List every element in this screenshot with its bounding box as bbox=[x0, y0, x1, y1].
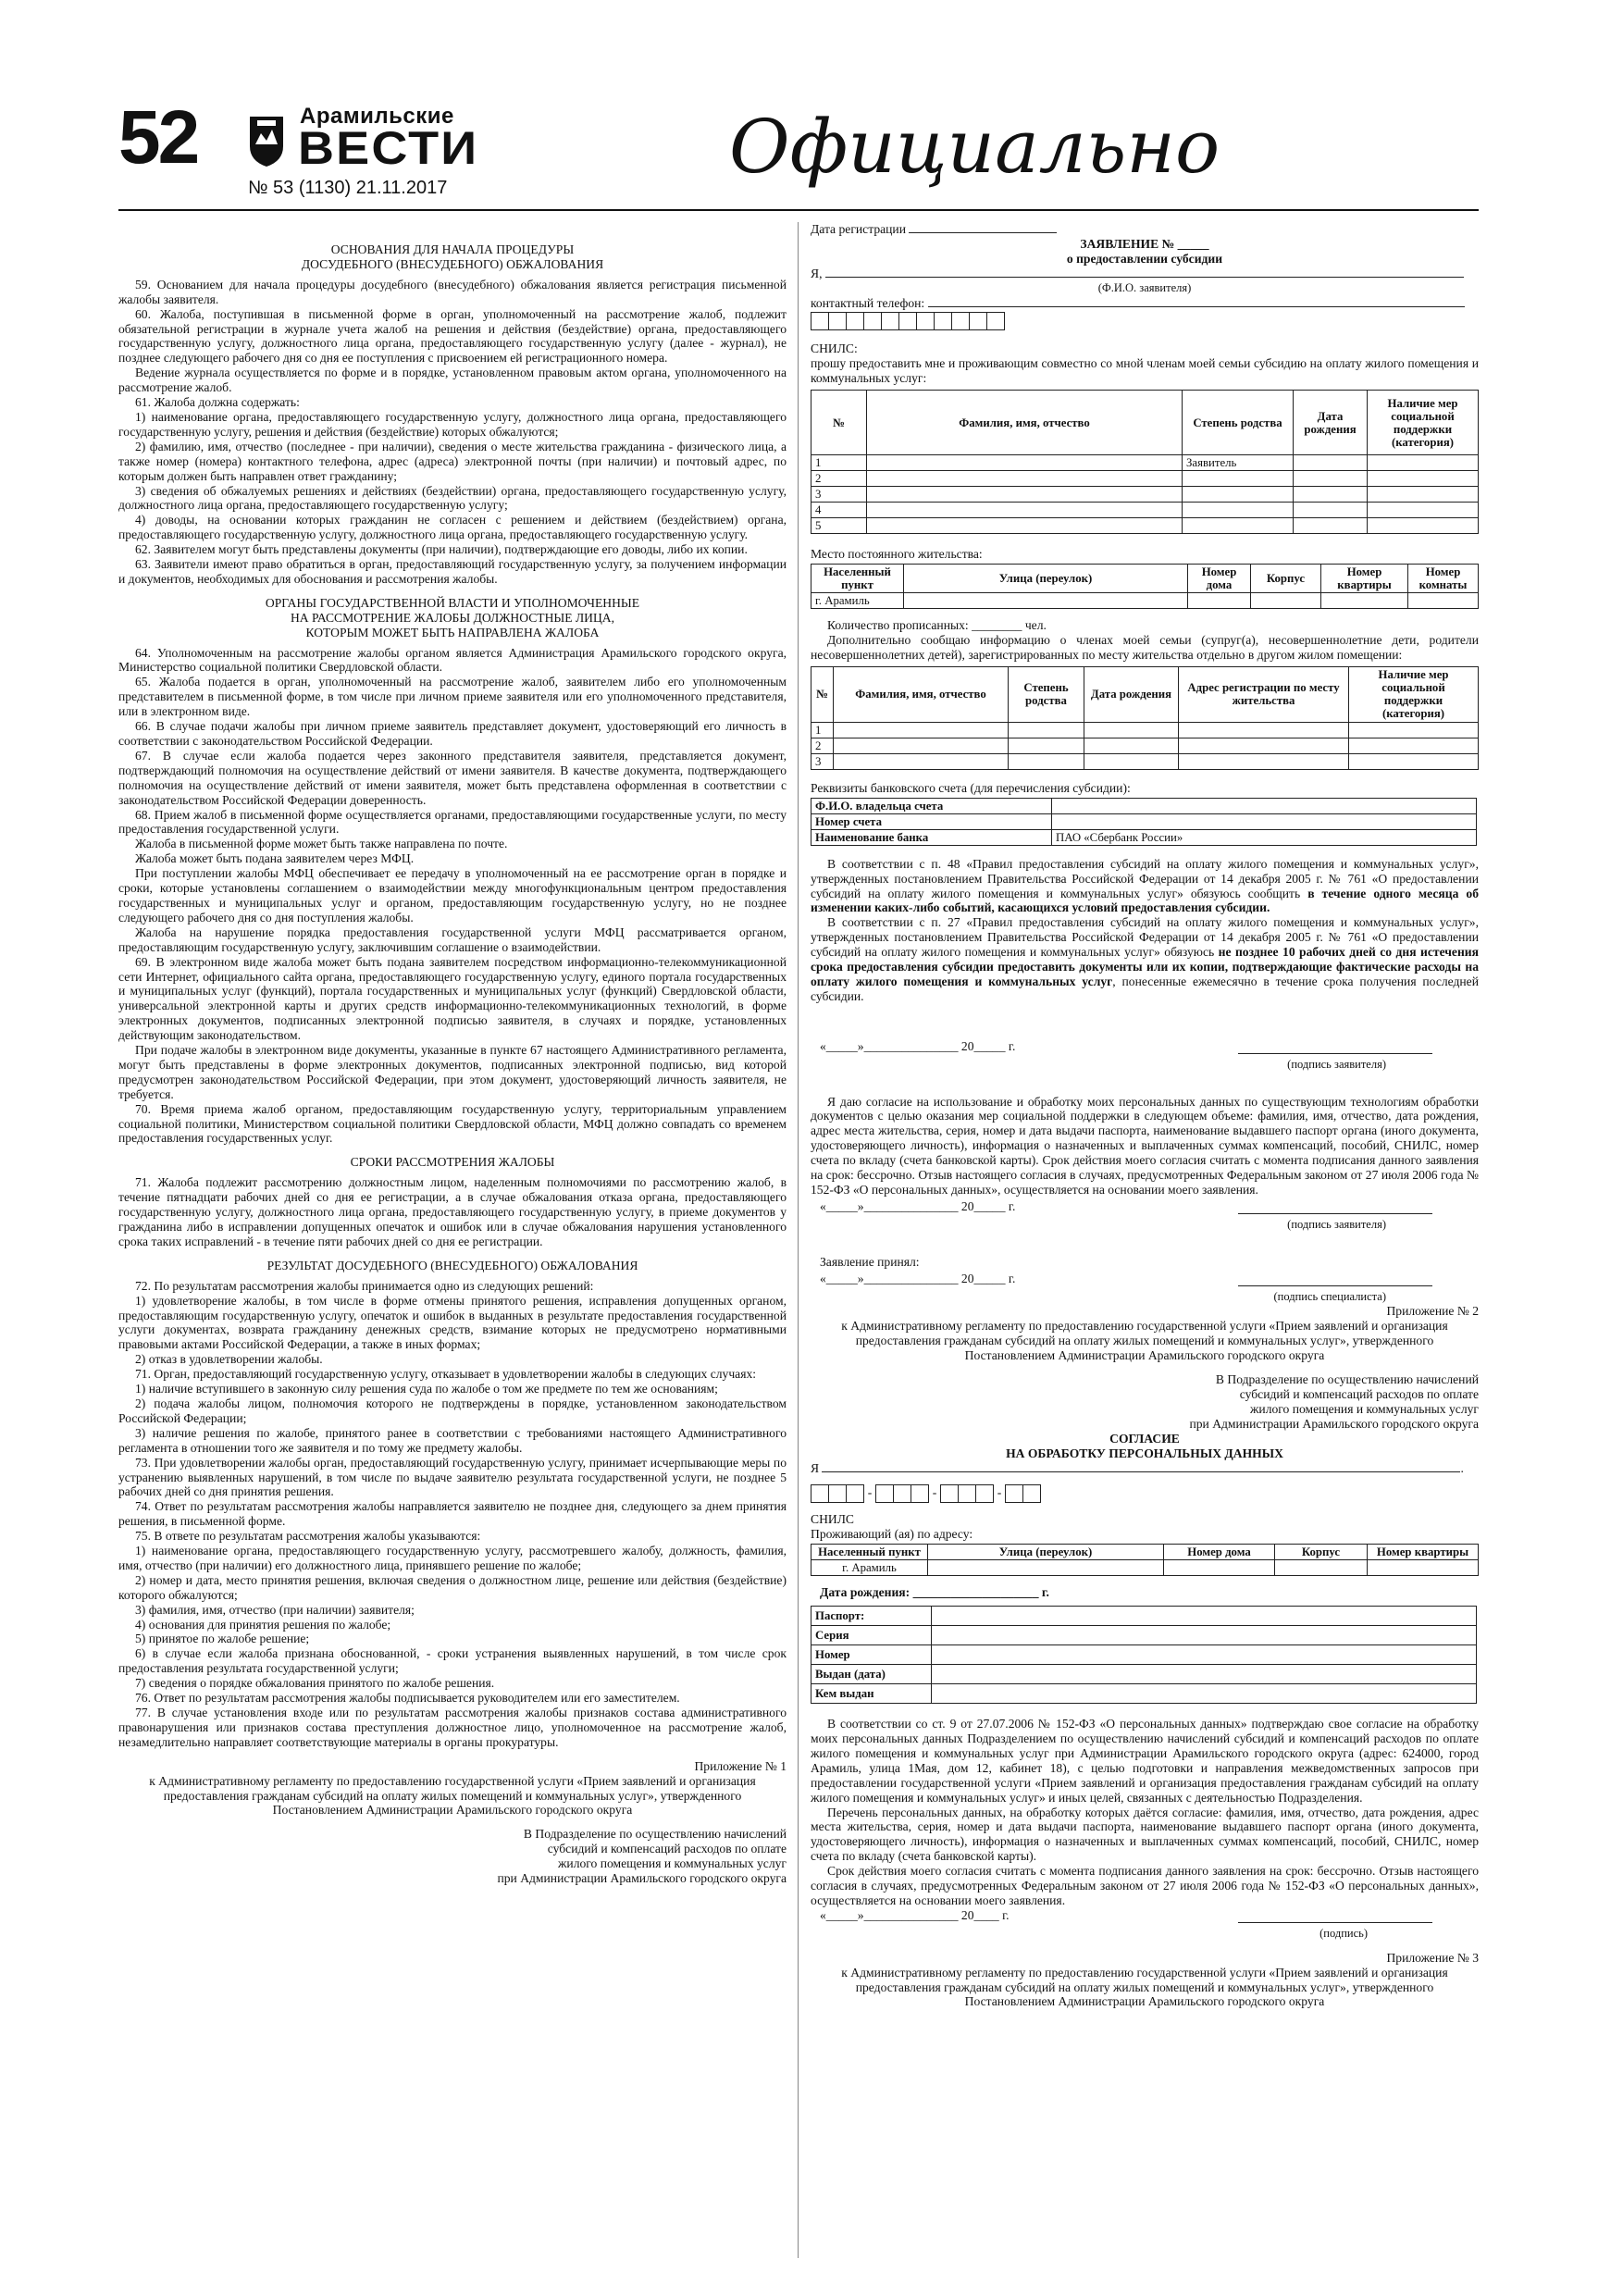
table-row bbox=[812, 503, 1479, 518]
paragraph: 66. В случае подачи жалобы при личном приеме заявитель представляет документ, удостоверяющий его личность в соответствии с законодательством Российской Федерации. bbox=[118, 719, 787, 748]
paragraph: 1) наименование органа, предоставляющего государственную услугу, должностного лица органа, предоставляющего государственную услугу, решения и действия (бездействие) которых обжалуются; bbox=[118, 409, 787, 439]
table-cell[interactable]: 3 bbox=[812, 487, 867, 503]
consent-signature-caption: (подпись заявителя) bbox=[1287, 1217, 1386, 1231]
brand-small: Арамильские bbox=[300, 104, 454, 129]
paragraph: 72. По результатам рассмотрения жалобы принимается одно из следующих решений: bbox=[135, 1278, 594, 1293]
table-cell[interactable] bbox=[1349, 753, 1479, 769]
heading-result: РЕЗУЛЬТАТ ДОСУДЕБНОГО (ВНЕСУДЕБНОГО) ОБЖАЛОВАНИЯ bbox=[266, 1258, 638, 1272]
table-cell[interactable] bbox=[1349, 738, 1479, 753]
table-cell[interactable] bbox=[867, 518, 1183, 534]
table-cell[interactable] bbox=[1183, 487, 1294, 503]
paragraph: 2) фамилию, имя, отчество (последнее - при наличии), сведения о месте жительства гражданина - физического лица, а также номер (номера) контактного телефона, адрес (адреса) электронной почты (при наличии) и почтовый адрес, по которым должен быть направлен ответ гражданину; bbox=[118, 439, 787, 483]
consent-i-line: Я . bbox=[811, 1460, 1464, 1475]
table-row bbox=[812, 487, 1479, 503]
snils-cell[interactable] bbox=[940, 1484, 959, 1503]
extra-info-text: Дополнительно сообщаю информацию о членах моей семьи (супруг(а), несовершеннолетние дети, родители несовершеннолетних детей), зарегистрированных по месту жительства отдельно в другом жилом помещении: bbox=[811, 632, 1479, 662]
table-cell[interactable] bbox=[1084, 722, 1179, 738]
snils-2-label: СНИЛС bbox=[811, 1512, 854, 1527]
specialist-sign-block: «_____»_______________ 20_____ г. bbox=[811, 1272, 1479, 1286]
snils-label: СНИЛС: bbox=[811, 341, 858, 356]
brand-big: ВЕСТИ bbox=[298, 122, 479, 174]
table-cell[interactable] bbox=[1009, 753, 1084, 769]
masthead bbox=[118, 95, 1479, 209]
snils-cell[interactable] bbox=[1005, 1484, 1023, 1503]
table-row bbox=[812, 722, 1479, 738]
table-cell[interactable] bbox=[1179, 738, 1349, 753]
consent-2-sign-block: «_____»_______________ 20____ г. bbox=[811, 1908, 1479, 1923]
table-row bbox=[812, 471, 1479, 487]
table-cell[interactable] bbox=[1368, 503, 1479, 518]
paragraph: При подаче жалобы в электронном виде документы, указанные в пункте 67 настоящего Административного регламента, могут быть представлены в форме электронных документов, подписанных электронной подписью, вид которой предусмотрен законодательством Российской Федерации, при этом документ, удостоверяющий личность заявителя, не требуется. bbox=[118, 1043, 787, 1101]
appendix-3-text: к Административному регламенту по предоставлению государственной услуги «Прием заявлений и организация предоставления гражданам субсидий на оплату жилых помещений и коммунальных услуг», утвержденного Постановлением Администрации Арамильского городского округа bbox=[841, 1965, 1448, 2009]
snils-cell[interactable] bbox=[893, 1484, 911, 1503]
table-cell[interactable] bbox=[1349, 722, 1479, 738]
paragraph: 1) удовлетворение жалобы, в том числе в форме отмены принятого решения, исправления допущенных органом, предоставляющим государственную услугу, опечаток и ошибок в выданных в результате предоставления государственной услуги документах, возврата гражданину денежных средств, взимание которых не предусмотрено нормативными правовыми актами Российской Федерации, а также в иных формах; bbox=[118, 1293, 787, 1352]
paragraph: 61. Жалоба должна содержать: bbox=[135, 395, 300, 410]
paragraph: 5) принятое по жалобе решение; bbox=[135, 1632, 310, 1646]
paragraph: 74. Ответ по результатам рассмотрения жалобы направляется заявителю не позднее дня, следующего за днем принятия решения, в письменной форме. bbox=[118, 1499, 787, 1529]
residence-table: Населенный пункт Улица (переулок) Номер дома Корпус Номер квартиры Номер комнаты г. Арамиль bbox=[811, 564, 1479, 609]
table-cell[interactable] bbox=[1368, 455, 1479, 471]
paragraph: 65. Жалоба подается в орган, уполномоченный на рассмотрение жалоб, заявителем либо его уполномоченным представителем в письменной форме, в том числе при личном приеме заявителя или его уполномоченного представителя, или в электронном виде. bbox=[118, 675, 787, 719]
table-cell[interactable] bbox=[1009, 738, 1084, 753]
address-label: Проживающий (ая) по адресу: bbox=[811, 1527, 973, 1542]
paragraph: 7) сведения о порядке обжалования принятого по жалобе решения. bbox=[135, 1676, 495, 1691]
paragraph: 71. Орган, предоставляющий государственную услугу, отказывает в удовлетворении жалобы в следующих случаях: bbox=[135, 1367, 757, 1382]
family-table: № Фамилия, имя, отчество Степень родства Дата рождения Наличие мер социальной поддержки (категория) 1 Заявитель 2 3 4 5 bbox=[811, 390, 1479, 534]
fio-caption: (Ф.И.О. заявителя) bbox=[1097, 280, 1192, 294]
section-result bbox=[118, 1279, 787, 1750]
page-number: 52 bbox=[118, 95, 198, 180]
heading-authorities: ОРГАНЫ ГОСУДАРСТВЕННОЙ ВЛАСТИ И УПОЛНОМОЧЕННЫЕ НА РАССМОТРЕНИЕ ЖАЛОБЫ ДОЛЖНОСТНЫЕ ЛИЦА, КОТОРЫМ МОЖЕТ БЫТЬ НАПРАВЛЕНА ЖАЛОБА bbox=[265, 595, 640, 639]
paragraph: 4) основания для принятия решения по жалобе; bbox=[135, 1617, 391, 1632]
table-cell[interactable]: 3 bbox=[812, 753, 834, 769]
residence-label: Место постоянного жительства: bbox=[811, 547, 983, 562]
paragraph: 67. В случае если жалоба подается через законного представителя заявителя, представляется документ, подтверждающий полномочия на осуществление действий от имени заявителя. В качестве документа, подтверждающего полномочия на осуществление действий от имени заявителя, может быть представлена оформленная в соответствии с законодательством Российской Федерации доверенность. bbox=[118, 748, 787, 807]
table-cell[interactable] bbox=[834, 722, 1009, 738]
rule-48: В соответствии с п. 48 «Правил предоставления субсидий на оплату жилого помещения и коммунальных услуг», утвержденных постановлением Правительства Российской Федерации от 14 декабря 2005 г. № 761 «О предоставлении субсидий на оплату жилого помещения и коммунальных услуг» обязуюсь сообщить в течение одного месяца об изменении каких-либо событий, касающихся условий предоставления субсидии. bbox=[811, 856, 1479, 915]
paragraph: 59. Основанием для начала процедуры досудебного (внесудебного) обжалования является регистрация письменной жалобы заявителя. bbox=[118, 277, 787, 306]
applicant-sign-block: «_____»_______________ 20_____ г. bbox=[811, 1039, 1479, 1054]
paragraph: 4) доводы, на основании которых гражданин не согласен с решением и действием (бездействием) органа, предоставляющего государственную услугу, должностного лица органа, предоставляющего государственную услугу. bbox=[118, 513, 787, 542]
snils-cell[interactable] bbox=[1022, 1484, 1041, 1503]
table-cell[interactable] bbox=[1183, 518, 1294, 534]
table-row bbox=[812, 753, 1479, 769]
appendix-1-title: Приложение № 1 bbox=[694, 1758, 787, 1773]
table-cell[interactable]: 4 bbox=[812, 503, 867, 518]
paragraph: 3) фамилия, имя, отчество (при наличии) заявителя; bbox=[135, 1602, 415, 1617]
paragraph: 71. Жалоба подлежит рассмотрению должностным лицом, наделенным полномочиями по рассмотрению жалоб, в течение пятнадцати рабочих дней со дня ее регистрации, а в случае обжалования отказа органа, предоставляющего государственную услугу, должностного лица органа, предоставляющего государственную услугу, в приеме документов у гражданина либо в исправлении допущенных опечаток и ошибок или в случае обжалования нарушения установленного срока таких исправлений - в течение пяти рабочих дней со дня ее регистрации. bbox=[118, 1175, 787, 1248]
paragraph: 6) в случае если жалоба признана обоснованной, - сроки устранения выявленных нарушений, в том числе срок предоставления результата государственной услуги; bbox=[118, 1646, 787, 1676]
paragraph: Ведение журнала осуществляется по форме и в порядке, установленном правовым актом органа, уполномоченного на рассмотрение жалоб. bbox=[118, 366, 787, 395]
section-title: Официально bbox=[729, 104, 1220, 190]
snils-cell[interactable]: - bbox=[932, 1485, 937, 1500]
section-terms bbox=[118, 1175, 787, 1249]
appendix-2-text: к Административному регламенту по предоставлению государственной услуги «Прием заявлений и организация предоставления гражданам субсидий на оплату жилых помещений и коммунальных услуг», утвержденного Постановлением Администрации Арамильского городского округа bbox=[841, 1319, 1448, 1363]
table-cell[interactable] bbox=[867, 471, 1183, 487]
appendix-3-title: Приложение № 3 bbox=[1386, 1950, 1479, 1965]
table-cell[interactable]: Заявитель bbox=[1183, 455, 1294, 471]
table-cell[interactable] bbox=[1009, 722, 1084, 738]
paragraph: 2) номер и дата, место принятия решения, включая сведения о должностном лице, решение или действия (бездействие) которого обжалуются; bbox=[118, 1572, 787, 1602]
table-cell[interactable]: 1 bbox=[812, 722, 834, 738]
crest-icon bbox=[248, 113, 285, 168]
paragraph: 68. Прием жалоб в письменной форме осуществляется органами, предоставляющими государственные услуги, по месту предоставления государственной услуги. bbox=[118, 807, 787, 837]
paragraph: 2) отказ в удовлетворении жалобы. bbox=[135, 1352, 323, 1367]
paragraph: При поступлении жалобы МФЦ обеспечивает ее передачу в уполномоченный на ее рассмотрение орган в порядке и сроки, которые установлены соглашением о взаимодействии между многофункциональным центром предоставления государственных и муниципальных услуг и органом, предоставляющим государственную услугу, но не позднее следующего рабочего дня со дня поступления жалобы. bbox=[118, 866, 787, 925]
table-cell[interactable] bbox=[1294, 487, 1368, 503]
table-cell[interactable] bbox=[1294, 503, 1368, 518]
table-row bbox=[812, 518, 1479, 534]
snils-cell[interactable] bbox=[975, 1484, 994, 1503]
table-cell[interactable] bbox=[1084, 738, 1179, 753]
accepted-label: Заявление принял: bbox=[820, 1254, 920, 1269]
paragraph: 2) подача жалобы лицом, полномочия которого не подтверждены в порядке, установленном законодательством Российской Федерации; bbox=[118, 1396, 787, 1425]
paragraph: 3) сведения об обжалуемых решениях и действиях (бездействии) органа, предоставляющего государственную услугу, должностного лица органа, предоставляющего государственную услугу; bbox=[118, 483, 787, 513]
passport-table: Паспорт: Серия Номер Выдан (дата) Кем выдан bbox=[811, 1606, 1477, 1704]
table-cell[interactable] bbox=[834, 753, 1009, 769]
rule-27: В соответствии с п. 27 «Правил предоставления субсидий на оплату жилого помещения и коммунальных услуг», утвержденных постановлением Правительства Российской Федерации от 14 декабря 2005 г. № 761 «О предоставлении субсидий на оплату жилого помещения и коммунальных услуг» обязуюсь не позднее 10 рабочих дней со дня истечения срока предоставления субсидии предоставить документы или их копии, подтверждающие фактические расходы на оплату жилого помещения и коммунальных услуг, понесенные ежемесячно в течение срока получения последней субсидии. bbox=[811, 915, 1479, 1003]
consent-sign-block: «_____»_______________ 20_____ г. bbox=[811, 1199, 1479, 1214]
column-divider bbox=[798, 222, 799, 2258]
snils-cell[interactable] bbox=[958, 1484, 976, 1503]
paragraph: 62. Заявителем могут быть представлены документы (при наличии), подтверждающие его доводы, либо их копии. bbox=[135, 542, 748, 557]
table-cell[interactable] bbox=[1368, 471, 1479, 487]
other-family-table: № Фамилия, имя, отчество Степень родства Дата рождения Адрес регистрации по месту жительства Наличие мер социальной поддержки (категория) 1 2 3 bbox=[811, 666, 1479, 770]
phone-cells[interactable] bbox=[811, 312, 1479, 330]
paragraph: 1) наименование органа, предоставляющего государственную услугу, рассмотревшего жалобу, должность, фамилия, имя, отчество (при наличии) его должностного лица, принявшего решение по жалобе; bbox=[118, 1544, 787, 1572]
paragraph: 70. Время приема жалоб органом, предоставляющим государственную услугу, территориальным управлением социальной политики, Министерством социальной политики Свердловской области, МФЦ должно совпадать со временем предоставления государственных услуг. bbox=[118, 1101, 787, 1146]
table-cell[interactable]: 5 bbox=[812, 518, 867, 534]
table-cell[interactable] bbox=[1183, 503, 1294, 518]
paragraph: Жалоба в письменной форме может быть также направлена по почте. bbox=[135, 837, 508, 851]
registered-count: Количество прописанных: ________ чел. bbox=[827, 618, 1047, 633]
right-column bbox=[811, 222, 1479, 2009]
appendix-1-addressee: В Подразделение по осуществлению начислений субсидий и компенсаций расходов по оплате жилого помещения и коммунальных услуг при Администрации Арамильского городского округа bbox=[497, 1827, 787, 1886]
birth-date-line: Дата рождения: ____________________ г. bbox=[820, 1585, 1049, 1600]
table-cell[interactable] bbox=[834, 738, 1009, 753]
address-table: Населенный пункт Улица (переулок) Номер дома Корпус Номер квартиры г. Арамиль bbox=[811, 1544, 1479, 1576]
heading-terms: СРОКИ РАССМОТРЕНИЯ ЖАЛОБЫ bbox=[350, 1155, 555, 1170]
table-row bbox=[812, 738, 1479, 753]
paragraph: 1) наличие вступившего в законную силу решения суда по жалобе о том же предмете по тем же основаниям; bbox=[135, 1382, 718, 1396]
paragraph: 69. В электронном виде жалоба может быть подана заявителем посредством информационно-телекоммуникационной сети Интернет, официального сайта органа, предоставляющего государственную услугу, единого портала государственных и муниципальных услуг (функций), портала государственных и муниципальных услуг (функций) Свердловской области, универсальной электронной карты и других средств информационно-телекоммуникационных технологий, в форме электронных документов, подписанных электронной подписью заявителя, в случаях и порядке, установленных действующим законодательством. bbox=[118, 954, 787, 1043]
table-cell[interactable] bbox=[1294, 518, 1368, 534]
table-cell[interactable] bbox=[867, 455, 1183, 471]
table-cell[interactable] bbox=[1368, 487, 1479, 503]
paragraph: 63. Заявители имеют право обратиться в орган, предоставляющий государственную услугу, за получением информации и документов, необходимых для обоснования и рассмотрения жалобы. bbox=[118, 557, 787, 586]
consent-2-paragraph-3: Срок действия моего согласия считать с момента подписания данного заявления на срок: бессрочно. Отзыв настоящего согласия в случаях, предусмотренных Федеральным законом от 27 июля 2006 года № 152-ФЗ «О персональных данных», осуществляется на основании моего заявления. bbox=[811, 1864, 1479, 1907]
table-cell[interactable] bbox=[1368, 518, 1479, 534]
table-cell[interactable] bbox=[867, 503, 1183, 518]
left-column bbox=[118, 222, 787, 1886]
paragraph: Жалоба на нарушение порядка предоставления государственной услуги МФЦ рассматривается органом, предоставляющим государственную услугу, заключившим соглашение о взаимодействии. bbox=[118, 925, 787, 954]
table-cell[interactable]: 1 bbox=[812, 455, 867, 471]
header-rule bbox=[118, 209, 1479, 211]
paragraph: 77. В случае установления входе или по результатам рассмотрения жалобы признаков состава административного правонарушения или признаков состава преступления должностное лицо, уполномоченное на рассмотрение жалоб, незамедлительно направляет соответствующие материалы в органы прокуратуры. bbox=[118, 1706, 787, 1749]
registration-date: Дата регистрации bbox=[811, 222, 1479, 237]
consent-title: СОГЛАСИЕ bbox=[1109, 1431, 1180, 1446]
consent-2-signature-caption: (подпись) bbox=[1319, 1926, 1368, 1940]
table-row bbox=[812, 455, 1479, 471]
appendix-1-text: к Административному регламенту по предоставлению государственной услуги «Прием заявлений и организация предоставления гражданам субсидий на оплату жилых помещений и коммунальных услуг», утвержденного Постановлением Администрации Арамильского городского округа bbox=[149, 1773, 756, 1818]
bank-label: Реквизиты банковского счета (для перечисления субсидии): bbox=[811, 780, 1131, 795]
snils-cells[interactable] bbox=[811, 1484, 1479, 1503]
consent-subtitle: НА ОБРАБОТКУ ПЕРСОНАЛЬНЫХ ДАННЫХ bbox=[1006, 1446, 1283, 1460]
snils-cell[interactable]: - bbox=[867, 1485, 873, 1500]
consent-2-paragraph-2: Перечень персональных данных, на обработку которых даётся согласие: фамилия, имя, отчество, дата рождения, адрес места жительства, серия, номер и дата выдачи паспорта, наименование выдавшего паспорт органа (иного документа, удостоверяющего личность), информация о назначенных и выплаченных суммах компенсаций, пособий, СНИЛС, номер счета по вкладу (счета банковской карты). bbox=[811, 1805, 1479, 1864]
table-cell[interactable] bbox=[867, 487, 1183, 503]
paragraph: Жалоба может быть подана заявителем через МФЦ. bbox=[135, 851, 415, 866]
newspaper-logo bbox=[248, 102, 600, 176]
appendix-2-title: Приложение № 2 bbox=[1386, 1304, 1479, 1319]
table-cell[interactable] bbox=[1294, 455, 1368, 471]
table-cell[interactable] bbox=[1183, 471, 1294, 487]
snils-cell[interactable]: - bbox=[997, 1485, 1002, 1500]
paragraph: 60. Жалоба, поступившая в письменной форме в орган, уполномоченный на рассмотрение жалоб, подлежит обязательной регистрации в журнале учета жалоб на решения и действия (бездействие) органа, предоставляющего государственную услугу, должностного лица органа, предоставляющего государственную услугу (далее - журнал), не позднее следующего рабочего дня со дня ее поступления с присвоением ей регистрационного номера. bbox=[118, 306, 787, 366]
section-authorities bbox=[118, 646, 787, 1147]
statement-subtitle: о предоставлении субсидии bbox=[1066, 251, 1223, 266]
phone-line: контактный телефон: bbox=[811, 296, 1479, 311]
applicant-signature-caption: (подпись заявителя) bbox=[1287, 1057, 1386, 1071]
consent-2-paragraph-1: В соответствии со ст. 9 от 27.07.2006 № 152-ФЗ «О персональных данных» подтверждаю свое согласие на обработку моих персональных данных Подразделением по осуществлению начислений субсидий и компенсаций расходов по оплате жилого помещения и коммунальных услуг при Администрации Арамильского городского округа (адрес: 624000, город Арамиль, улица 1Мая, дом 12, кабинет 18), с целью подготовки и направления межведомственных запросов при предоставлении государственной услуги «Прием заявлений и организация предоставления гражданам субсидий на оплату жилого помещения и коммунальных услуг» и иных целей, связанных с деятельностью Подразделения. bbox=[811, 1717, 1479, 1805]
snils-cell[interactable] bbox=[811, 1484, 829, 1503]
appendix-2-addressee: В Подразделение по осуществлению начислений субсидий и компенсаций расходов по оплате жилого помещения и коммунальных услуг при Администрации Арамильского городского округа bbox=[1189, 1372, 1479, 1431]
table-cell[interactable] bbox=[1179, 753, 1349, 769]
section-grounds bbox=[118, 278, 787, 587]
request-text: прошу предоставить мне и проживающим совместно со мной членам моей семьи субсидию на оплату жилого помещения и коммунальных услуг: bbox=[811, 356, 1479, 386]
consent-text: Я даю согласие на использование и обработку моих персональных данных по существующим технологиям обработки документов с целью оказания мер социальной поддержки в следующем объеме: фамилия, имя, отчество, дата рождения, адрес места жительства, серия, номер и дата выдачи паспорта, наименование выдавшего паспорт органа (иного документа, удостоверяющего личность), информация о назначенных и выплаченных суммах компенсаций, пособий, СНИЛС, номер счета по вкладу (счета банковской карты). Срок действия моего согласия считать с момента подписания данного заявления на срок: бессрочно. Отзыв настоящего согласия в случаях, предусмотренных Федеральным законом от 27 июля 2006 года № 152-ФЗ «О персональных данных», осуществляется на основании моего заявления. bbox=[811, 1094, 1479, 1197]
snils-cell[interactable] bbox=[911, 1484, 929, 1503]
bank-table: Ф.И.О. владельца счета Номер счета Наименование банка ПАО «Сбербанк России» bbox=[811, 798, 1477, 846]
paragraph: 73. При удовлетворении жалобы орган, предоставляющий государственную услугу, принимает исчерпывающие меры по устранению выявленных нарушений, в том числе по выдаче заявителю результата государственной услуги, не позднее 5 рабочих дней со дня принятия решения. bbox=[118, 1455, 787, 1499]
table-cell[interactable] bbox=[1084, 753, 1179, 769]
snils-cell[interactable] bbox=[875, 1484, 894, 1503]
issue-number: № 53 (1130) 21.11.2017 bbox=[248, 178, 448, 198]
statement-title: ЗАЯВЛЕНИЕ № _____ bbox=[1080, 236, 1209, 251]
paragraph: 64. Уполномоченным на рассмотрение жалобы органом является Администрация Арамильского городского округа, Министерство социальной политики Свердловской области. bbox=[118, 645, 787, 675]
applicant-line: Я, bbox=[811, 267, 1479, 281]
table-cell[interactable] bbox=[1294, 471, 1368, 487]
paragraph: 75. В ответе по результатам рассмотрения жалобы указываются: bbox=[135, 1529, 481, 1544]
paragraph: 3) наличие решения по жалобе, принятого ранее в соответствии с требованиями настоящего Административного регламента в отношении того же заявителя и по тому же предмету жалобы. bbox=[118, 1425, 787, 1455]
table-cell[interactable]: 2 bbox=[812, 738, 834, 753]
heading-grounds: ОСНОВАНИЯ ДЛЯ НАЧАЛА ПРОЦЕДУРЫ ДОСУДЕБНОГО (ВНЕСУДЕБНОГО) ОБЖАЛОВАНИЯ bbox=[301, 242, 604, 271]
snils-cell[interactable] bbox=[846, 1484, 864, 1503]
table-cell[interactable] bbox=[1179, 722, 1349, 738]
table-cell[interactable]: 2 bbox=[812, 471, 867, 487]
specialist-signature-caption: (подпись специалиста) bbox=[1273, 1289, 1386, 1303]
snils-cell[interactable] bbox=[828, 1484, 847, 1503]
paragraph: 76. Ответ по результатам рассмотрения жалобы подписывается руководителем или его заместителем. bbox=[135, 1691, 680, 1706]
